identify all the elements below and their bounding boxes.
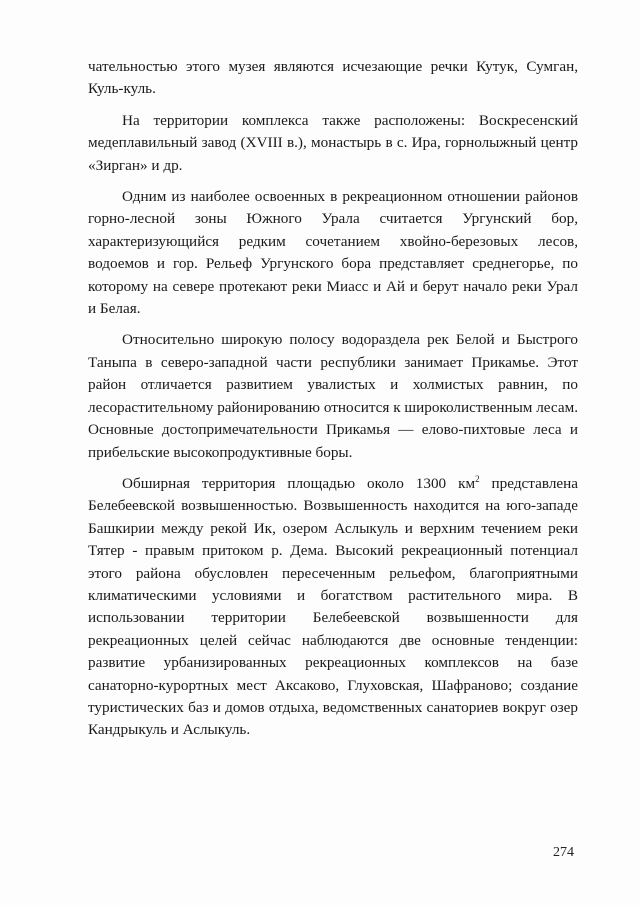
paragraph-3: Одним из наиболее освоенных в рекреационном отношении районов горно-лесной зоны Южного Урала считается Ургунский бор, характеризующийся редким сочетанием хвойно-березовых лесов, водоемов и гор. Рельеф Ургунского бора представляет среднегорье, по которому на севере протекают реки Миасс и Ай и берут начало реки Урал и Белая. (88, 188, 578, 318)
paragraph-2: На территории комплекса также расположены: Воскресенский медеплавильный завод (XVIII в.), монастырь в с. Ира, горнолыжный центр «Зирган» и др. (88, 111, 578, 174)
paragraph-5-start: Обширная территория площадью около 1300 км (122, 474, 476, 492)
area-unit-superscript: 2 (475, 473, 480, 484)
paragraph-5 (88, 473, 578, 742)
paragraph-5-rest: представлена Белебеевской возвышенностью. Возвышенность находится на юго-западе Башкирии между рекой Ик, озером Аслыкуль и верхним течением реки Тятер - правым притоком р. Дема. Высокий рекреационный потенциал этого района обусловлен пересеченным рельефом, благоприятными климатическими условиями и богатством растительного мира. В использовании территории Белебеевской возвышенности для рекреационных целей сейчас наблюдаются две основные тенденции: развитие урбанизированных рекреационных комплексов на базе санаторно-курортных мест Аксаково, Глуховская, Шафраново; создание туристических баз и домов отдыха, ведомственных санаториев вокруг озер Кандрыкуль и Аслыкуль. (88, 474, 579, 739)
page-number: 274 (553, 845, 574, 860)
paragraph-1: чательностью этого музея являются исчезающие речки Кутук, Сумган, Куль-куль. (88, 58, 578, 98)
body-text (88, 56, 578, 751)
paragraph-4: Относительно широкую полосу водораздела рек Белой и Быстрого Таныпа в северо-западной части республики занимает Прикамье. Этот район отличается развитием увалистых и холмистых равнин, по лесорастительному районированию относится к широколиственным лесам. Основные достопримечательности Прикамья — елово-пихтовые леса и прибельские высокопродуктивные боры. (88, 331, 578, 461)
